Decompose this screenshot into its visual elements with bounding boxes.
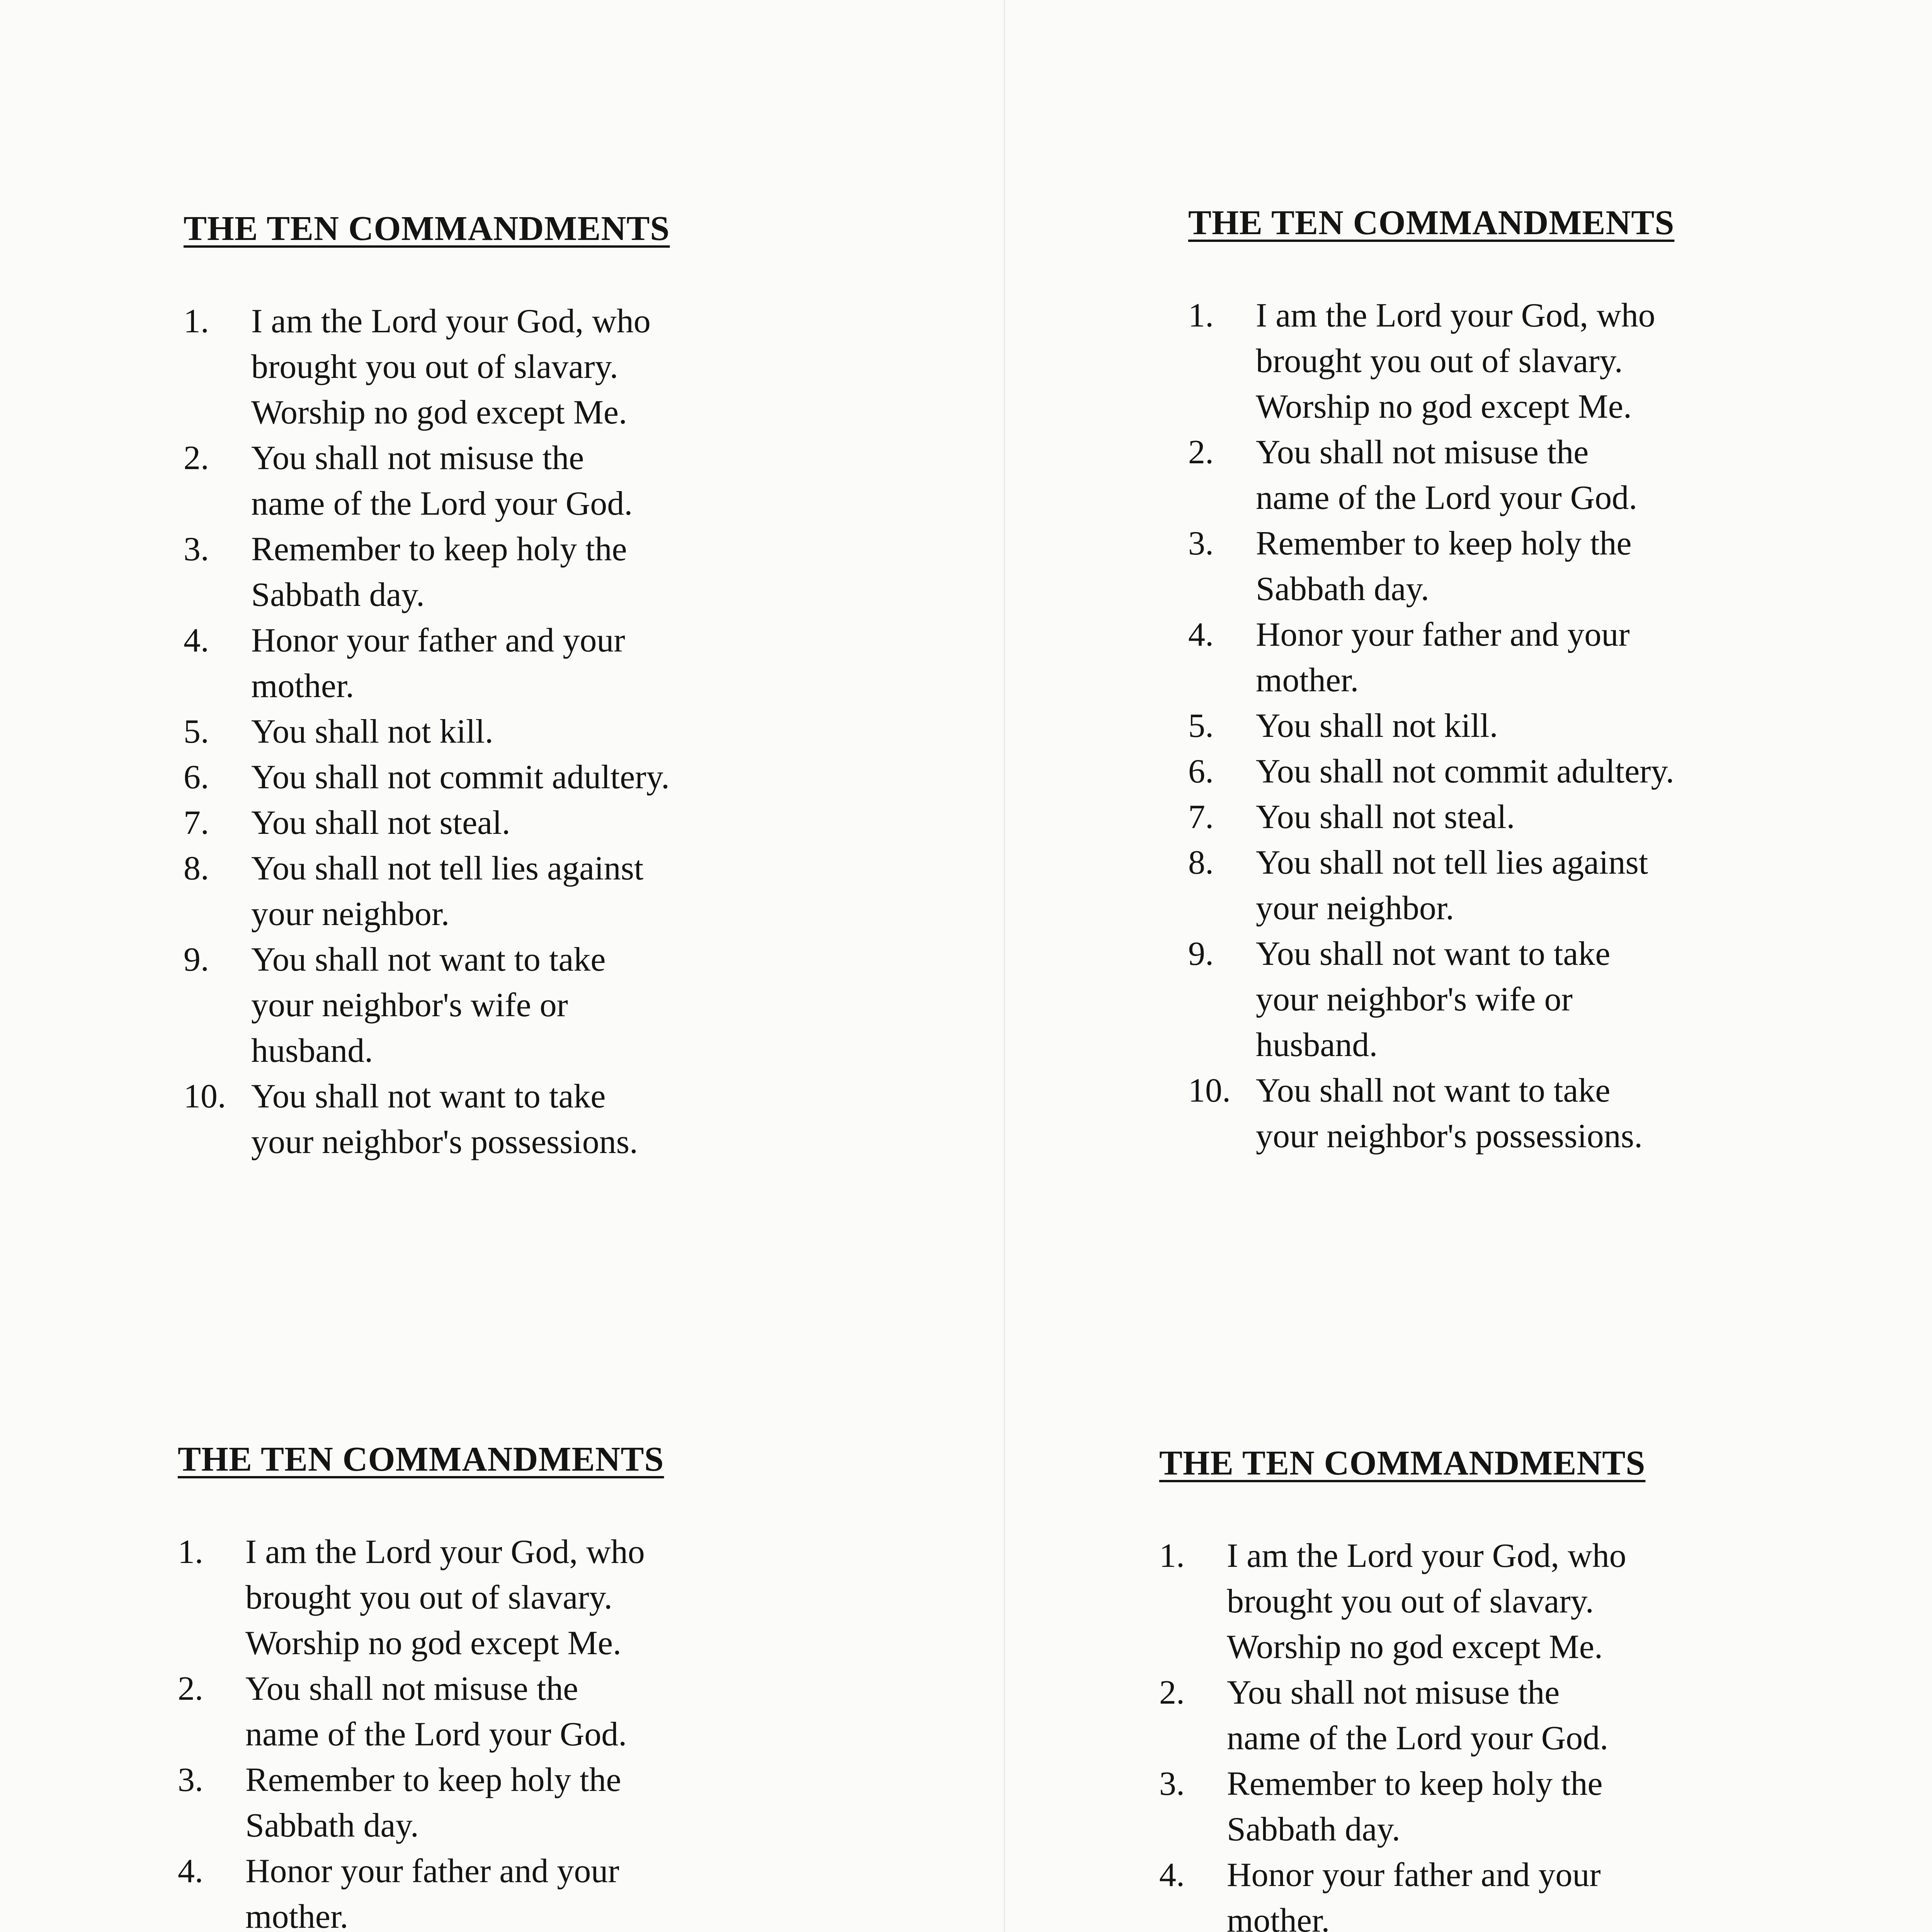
commandment-text (1256, 749, 1932, 794)
commandment-line: Remember to keep holy the (245, 1761, 621, 1799)
commandment-line: Honor your father and your (1256, 616, 1630, 653)
commandment-item (184, 1074, 956, 1165)
commandment-line: Worship no god except Me. (245, 1624, 621, 1662)
commandment-line: I am the Lord your God, who (1227, 1537, 1626, 1575)
commandment-line: You shall not want to take (251, 1078, 606, 1115)
commandment-line: mother. (251, 667, 354, 705)
commandment-item (1188, 794, 1932, 840)
commandment-text (1227, 1852, 1932, 1932)
commandment-number: 3. (1188, 525, 1214, 562)
commandment-line: mother. (245, 1898, 349, 1932)
commandment-item (184, 937, 956, 1074)
commandment-number: 10. (1188, 1072, 1231, 1109)
commandment-line: Remember to keep holy the (1256, 525, 1632, 562)
card-title: THE TEN COMMANDMENTS (178, 1440, 664, 1478)
commandments-list (1188, 293, 1932, 1159)
commandment-number: 4. (1188, 616, 1214, 653)
commandment-line: I am the Lord your God, who (245, 1533, 645, 1571)
commandment-line: Honor your father and your (251, 622, 625, 659)
commandment-text (251, 755, 956, 800)
commandment-text (1256, 430, 1932, 521)
commandment-text (1256, 931, 1932, 1068)
commandment-line: Remember to keep holy the (1227, 1765, 1603, 1803)
commandment-line: I am the Lord your God, who (251, 303, 651, 340)
commandment-line: Sabbath day. (251, 576, 425, 614)
commandment-line: You shall not misuse the (1256, 434, 1589, 471)
commandment-text (245, 1529, 951, 1666)
commandment-line: You shall not tell lies against (251, 850, 644, 887)
commandment-number: 6. (1188, 753, 1214, 790)
commandment-item (1188, 430, 1932, 521)
commandment-line: Worship no god except Me. (251, 394, 627, 431)
commandments-card-top-right (1188, 203, 1932, 1159)
commandment-item (1159, 1761, 1932, 1852)
commandment-number: 1. (1188, 297, 1214, 334)
commandments-card-bottom-left (178, 1439, 951, 1932)
commandment-line: brought you out of slavary. (245, 1579, 612, 1616)
commandment-line: your neighbor. (251, 895, 450, 933)
commandment-text (251, 709, 956, 755)
commandment-text (1256, 840, 1932, 931)
commandment-number: 10. (184, 1078, 226, 1115)
commandment-item (1188, 521, 1932, 612)
commandment-text (251, 937, 956, 1074)
card-title: THE TEN COMMANDMENTS (1159, 1444, 1646, 1482)
commandment-line: You shall not want to take (251, 941, 606, 978)
commandment-number: 1. (178, 1533, 203, 1571)
commandment-item (1188, 840, 1932, 931)
commandment-line: You shall not kill. (251, 713, 493, 750)
commandment-text (251, 800, 956, 846)
commandment-item (184, 527, 956, 618)
commandment-line: Sabbath day. (1227, 1811, 1400, 1848)
commandment-text (245, 1849, 951, 1932)
commandment-line: husband. (251, 1032, 373, 1070)
commandment-text (1227, 1670, 1932, 1761)
commandment-item (178, 1529, 951, 1666)
commandment-line: Sabbath day. (1256, 570, 1429, 608)
commandment-text (251, 618, 956, 709)
commandment-text (251, 299, 956, 435)
commandment-item (184, 846, 956, 937)
commandment-text (1227, 1533, 1932, 1670)
commandment-text (1256, 612, 1932, 703)
commandment-line: You shall not misuse the (1227, 1674, 1560, 1711)
commandments-list (1159, 1533, 1932, 1932)
commandment-number: 1. (184, 303, 209, 340)
commandment-text (1256, 293, 1932, 430)
commandment-number: 5. (1188, 707, 1214, 745)
commandment-item (1188, 612, 1932, 703)
commandment-number: 1. (1159, 1537, 1185, 1575)
card-title: THE TEN COMMANDMENTS (1188, 204, 1675, 242)
commandment-item (1159, 1670, 1932, 1761)
commandment-number: 4. (1159, 1856, 1185, 1894)
commandment-item (184, 299, 956, 435)
commandment-line: You shall not want to take (1256, 935, 1611, 973)
commandment-item (178, 1666, 951, 1757)
commandment-line: mother. (1227, 1902, 1330, 1932)
commandment-number: 5. (184, 713, 209, 750)
commandment-line: Worship no god except Me. (1227, 1628, 1603, 1666)
commandments-list (178, 1529, 951, 1932)
commandment-line: your neighbor's wife or (1256, 981, 1573, 1018)
commandment-line: brought you out of slavary. (1227, 1583, 1594, 1620)
commandment-line: Remember to keep holy the (251, 531, 627, 568)
commandment-line: name of the Lord your God. (1256, 479, 1638, 517)
commandment-text (1227, 1761, 1932, 1852)
commandment-line: Honor your father and your (245, 1852, 619, 1890)
commandment-line: Worship no god except Me. (1256, 388, 1632, 425)
commandment-number: 8. (184, 850, 209, 887)
commandments-card-bottom-right (1159, 1443, 1932, 1932)
commandment-item (184, 709, 956, 755)
commandment-line: You shall not tell lies against (1256, 844, 1648, 881)
commandment-line: your neighbor's possessions. (251, 1123, 638, 1161)
commandment-line: I am the Lord your God, who (1256, 297, 1655, 334)
commandment-line: mother. (1256, 662, 1359, 699)
commandment-number: 3. (178, 1761, 203, 1799)
commandment-text (1256, 794, 1932, 840)
commandment-number: 4. (184, 622, 209, 659)
commandment-number: 4. (178, 1852, 203, 1890)
commandment-item (178, 1849, 951, 1932)
commandment-line: You shall not kill. (1256, 707, 1498, 745)
commandment-line: You shall not misuse the (245, 1670, 578, 1708)
commandment-item (1188, 749, 1932, 794)
commandment-line: You shall not commit adultery. (1256, 753, 1674, 790)
commandment-line: Honor your father and your (1227, 1856, 1601, 1894)
commandment-item (1159, 1852, 1932, 1932)
commandment-line: You shall not misuse the (251, 439, 584, 477)
commandment-number: 3. (1159, 1765, 1185, 1803)
commandment-item (1188, 703, 1932, 749)
commandment-number: 8. (1188, 844, 1214, 881)
commandment-text (251, 527, 956, 618)
commandment-line: brought you out of slavary. (251, 348, 618, 386)
commandment-line: your neighbor's wife or (251, 986, 568, 1024)
commandment-number: 2. (178, 1670, 203, 1708)
commandment-number: 6. (184, 759, 209, 796)
commandment-text (1256, 521, 1932, 612)
commandment-text (1256, 703, 1932, 749)
commandment-text (245, 1757, 951, 1849)
commandment-text (251, 435, 956, 527)
commandment-line: You shall not want to take (1256, 1072, 1611, 1109)
commandment-text (251, 1074, 956, 1165)
commandment-item (184, 618, 956, 709)
commandment-text (1256, 1068, 1932, 1159)
commandment-line: name of the Lord your God. (251, 485, 633, 522)
commandment-line: You shall not commit adultery. (251, 759, 670, 796)
commandment-item (184, 800, 956, 846)
commandment-item (184, 435, 956, 527)
commandment-number: 9. (184, 941, 209, 978)
commandment-item (178, 1757, 951, 1849)
fold-line (1004, 0, 1005, 1932)
commandment-number: 7. (1188, 798, 1214, 836)
commandment-line: You shall not steal. (251, 804, 510, 842)
commandment-line: name of the Lord your God. (245, 1716, 627, 1753)
commandment-line: your neighbor. (1256, 889, 1454, 927)
commandments-card-top-left (184, 209, 956, 1165)
commandment-line: your neighbor's possessions. (1256, 1117, 1643, 1155)
commandment-line: brought you out of slavary. (1256, 342, 1623, 380)
commandment-line: Sabbath day. (245, 1807, 419, 1844)
commandment-line: You shall not steal. (1256, 798, 1515, 836)
commandment-number: 7. (184, 804, 209, 842)
commandment-number: 9. (1188, 935, 1214, 973)
commandment-item (1188, 293, 1932, 430)
commandment-text (251, 846, 956, 937)
commandment-item (1188, 931, 1932, 1068)
commandments-list (184, 299, 956, 1165)
commandment-number: 3. (184, 531, 209, 568)
commandment-item (184, 755, 956, 800)
commandment-number: 2. (184, 439, 209, 477)
commandment-line: name of the Lord your God. (1227, 1719, 1609, 1757)
commandment-item (1188, 1068, 1932, 1159)
commandment-number: 2. (1159, 1674, 1185, 1711)
commandment-text (245, 1666, 951, 1757)
card-title: THE TEN COMMANDMENTS (184, 209, 670, 248)
commandment-item (1159, 1533, 1932, 1670)
commandment-number: 2. (1188, 434, 1214, 471)
commandment-line: husband. (1256, 1026, 1378, 1064)
